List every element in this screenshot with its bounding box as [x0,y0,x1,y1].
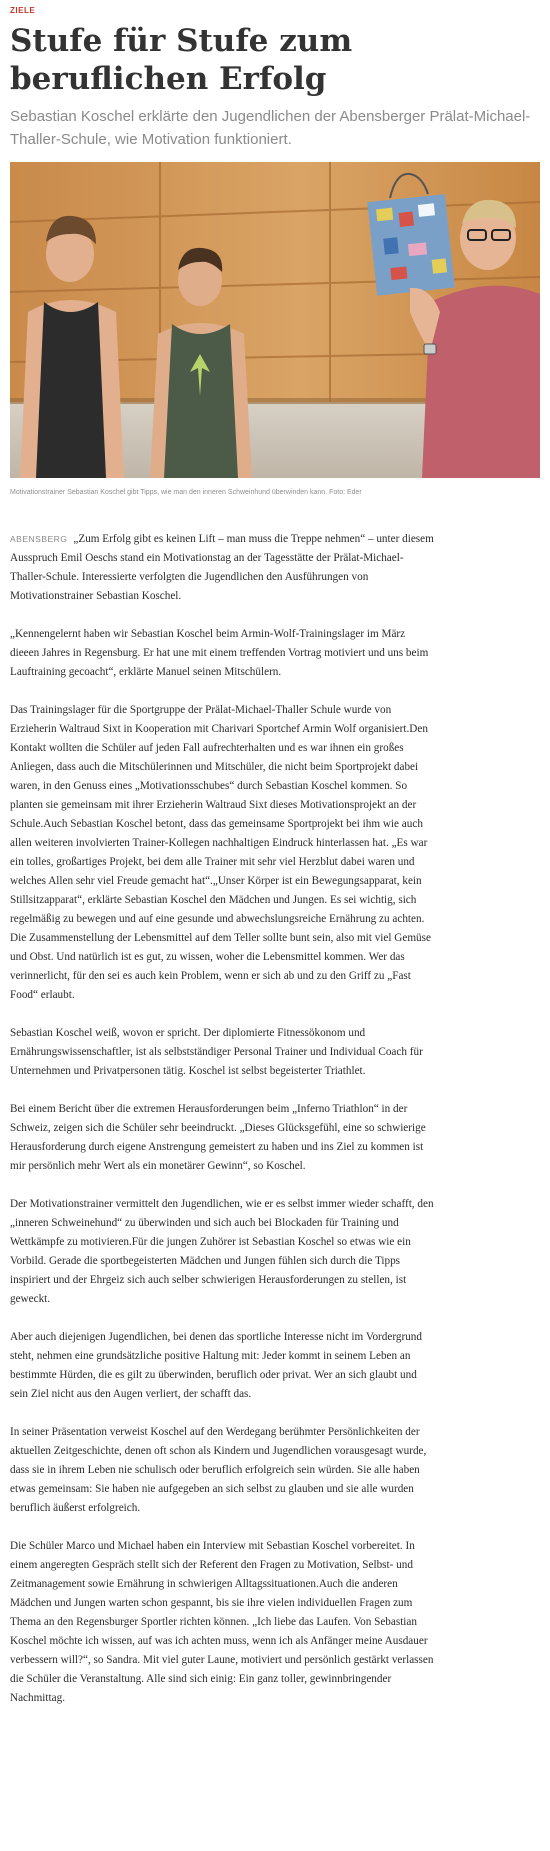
article-body [10,530,435,1727]
photo-caption: Motivationstrainer Sebastian Koschel gibt Tipps, wie man den inneren Schweinhund überwinden kann. Foto: Eder [10,489,362,496]
article-paragraph: Aber auch diejenigen Jugendlichen, bei denen das sportliche Interesse nicht im Vordergrund steht, nehmen eine grundsätzliche positive Haltung mit: Jeder kommt in seinem Leben an bestimmte Hürden, die es gilt zu überwinden, beruflich oder privat. Wer an sich glaubt und sein Ziel nicht aus den Augen verliert, der schafft das. [10,1331,422,1400]
article-paragraph [10,530,435,606]
article-photo [10,162,540,478]
article-paragraph: In seiner Präsentation verweist Koschel auf den Werdegang berühmter Persönlichkeiten der aktuellen Zeitgeschichte, denen oft schon als Kindern und Jugendlichen vorausgesagt wurde, dass sie in ihrem Leben nie schulisch oder beruflich erfolgreich sein würden. Sie alle haben etwas gemeinsam: Sie haben nie aufgegeben an sich selbst zu glauben und sie alle wurden beruflich äußerst erfolgreich. [10,1426,427,1514]
dateline: ABENSBERG [10,534,68,544]
article-paragraph: Die Schüler Marco und Michael haben ein Interview mit Sebastian Koschel vorbereitet. In einem angeregten Gespräch stellt sich der Referent den Fragen zu Motivation, Selbst- und Zeitmanagement sowie Ernährung in schwierigen Alltagssituationen.Auch die anderen Mädchen und Jungen warten schon gespannt, bis sie ihre vielen individuellen Fragen zum Thema an den Regensburger Sportler richten können. „Ich liebe das Laufen. Von Sebastian Koschel möchte ich wissen, auf was ich achten muss, wenn ich als Anfänger meine Ausdauer verbessern will?“, so Sandra. Mit viel guter Laune, motiviert und persönlich gestärkt verlassen die Schüler die Veranstaltung. Alle sind sich einig: Ein ganz toller, gewinnbringender Nachmittag. [10,1540,434,1704]
article-paragraph: „Kennengelernt haben wir Sebastian Koschel beim Armin-Wolf-Trainingslager im März dieeen Jahres in Regensburg. Er hat une mit einem treffenden Vortrag motiviert und uns beim Lauftraining gecoacht“, erklärte Manuel seinen Mitschülern. [10,628,429,678]
paragraph-text: „Zum Erfolg gibt es keinen Lift – man muss die Treppe nehmen“ – unter diesem Ausspruch Emil Oeschs stand ein Motivationstag an der Tagesstätte der Prälat-Michael-Thaller-Schule. Interessierte verfolgten die Jugendlichen den Ausführungen von Motivationstrainer Sebastian Koschel. [10,533,434,602]
article-headline: Stufe für Stufe zum beruflichen Erfolg [10,23,353,97]
article-teaser: Sebastian Koschel erklärte den Jugendlichen der Abensberger Prälat-Michael-Thaller-Schule, wie Motivation funktioniert. [10,108,531,148]
article-paragraph: Bei einem Bericht über die extremen Herausforderungen beim „Inferno Triathlon“ in der Schweiz, zeigen sich die Schüler sehr beeindruckt. „Dieses Glücksgefühl, eine so schwierige Herausforderung durch eigene Anstrengung gemeistert zu haben und ins Ziel zu kommen ist mir persönlich mehr Wert als ein monetärer Gewinn“, so Koschel. [10,1103,426,1172]
article-paragraph: Das Trainingslager für die Sportgruppe der Prälat-Michael-Thaller Schule wurde von Erzieherin Waltraud Sixt in Kooperation mit Charivari Sportchef Armin Wolf organisiert.Den Kontakt wollten die Schüler auf jeden Fall aufrechterhalten und es war ihnen ein großes Anliegen, dass auch die Mitschülerinnen und Mitschüler, die nicht beim Sportprojekt dabei waren, in den Genuss eines „Motivationsschubes“ durch Sebastian Koschel kommen. So planten sie gemeinsam mit ihrer Erzieherin Waltraud Sixt dieses Motivationsprojekt an der Schule.Auch Sebastian Koschel betont, dass das gemeinsame Sportprojekt bei ihm wie auch allen weiteren involvierten Trainer-Kollegen nachhaltigen Eindruck hinterlassen hat. „Es war ein tolles, großartiges Projekt, bei dem alle Trainer mit sehr viel Herzblut dabei waren und welches Allen sehr viel Freude gemacht hat“.„Unser Körper ist ein Bewegungsapparat, kein Stillsitzapparat“, erklärte Sebastian Koschel den Mädchen und Jungen. Es sei wichtig, sich regelmäßig zu bewegen und auf eine gesunde und abwechslungsreiche Ernährung zu achten. Die Zusammenstellung der Lebensmittel auf dem Teller sollte bunt sein, also mit viel Gemüse und Obst. Und natürlich ist es gut, zu wissen, woher die Lebensmittel kommen. Wer das verinnerlicht, für den sei es auch kein Problem, wenn er sich ab und zu den Griff zu „Fast Food“ erlaubt. [10,704,431,1001]
article-paragraph: Der Motivationstrainer vermittelt den Jugendlichen, wie er es selbst immer wieder schafft, den „inneren Schweinehund“ zu überwinden und sich auch bei Blockaden für Training und Wettkämpfe zu motivieren.Für die jungen Zuhörer ist Sebastian Koschel so etwas wie ein Vorbild. Gerade die sportbegeisterten Mädchen und Jungen fühlen sich durch die Tipps inspiriert und der Ehrgeiz sich auch selber schwierigen Herausforderungen zu stellen, ist geweckt. [10,1198,434,1305]
article-kicker: ZIELE [10,6,36,15]
article-paragraph: Sebastian Koschel weiß, wovon er spricht. Der diplomierte Fitnessökonom und Ernährungswissenschaftler, ist als selbstständiger Personal Trainer und Individual Coach für Unternehmen und Privatpersonen tätig. Koschel ist selbst begeisterter Triathlet. [10,1027,423,1077]
